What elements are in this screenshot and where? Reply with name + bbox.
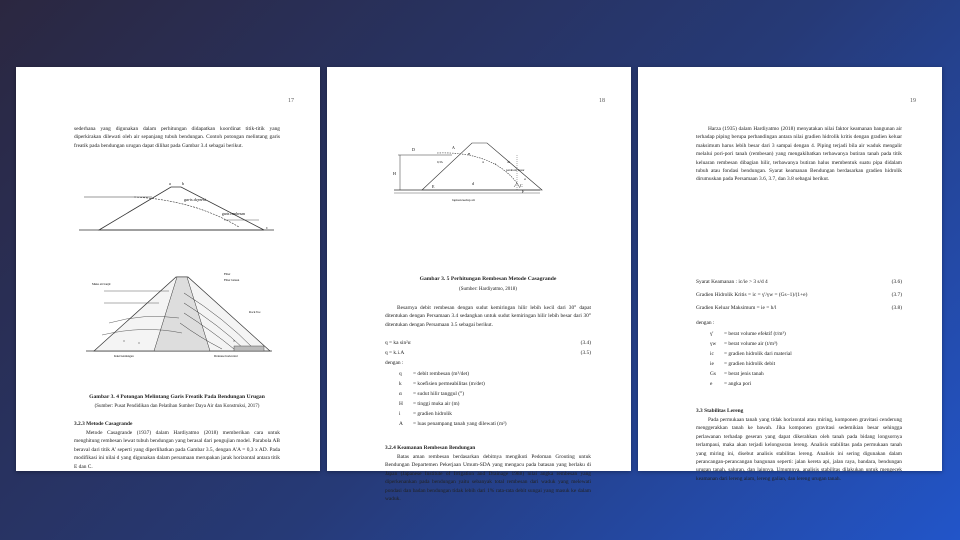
figure-source: (Sumber: Hardiyatmo, 2018) [459, 287, 517, 292]
section-heading: 3.2.4 Keamanan Rembesan Bendungan [385, 445, 476, 451]
figure-label-garis-depresi: garis depresi [184, 197, 206, 202]
intro-paragraph: Besarnya debit rembesan dengan sudut kemiringan hilir lebih kecil dari 30° dapat ditentukan dengan Persamaan 3.4 sedangkan untuk sudut kemiringan hilir lebih besar dari 30° ditentukan dengan Persamaan 3.5 sebagai berikut. [385, 305, 591, 328]
legend-item: Gs = berat jenis tanah [710, 371, 764, 377]
fig-label-alpha: α [524, 177, 526, 181]
figure-label-a: a [169, 181, 171, 186]
legend-item: γw = berat volume air (t/m³) [710, 341, 778, 347]
figure2-label-1: Muka air banjir [92, 282, 111, 286]
page-number: 17 [288, 98, 294, 104]
equation-number: (3.6) [891, 279, 902, 285]
legend-item: e = angka pori [710, 381, 752, 387]
equation-lhs: q = k.i.A [385, 350, 405, 356]
legend-item: k = koefisien permeabilitas (m/det) [399, 381, 485, 387]
figure2-label-6: Drainase horizontal [214, 354, 238, 358]
equation-number: (3.8) [891, 305, 902, 311]
variable-legend [710, 330, 900, 390]
equation-number: (3.7) [891, 292, 902, 298]
figure2-label-2: Filter [224, 272, 231, 276]
figure-source: (Sumber: Pusat Pendidikan dan Pelatihan Sumber Daya Air dan Konstruksi, 2017) [94, 404, 260, 409]
equation-lhs: q = ka sin²α [385, 340, 411, 346]
legend-item: ic = gradien hidrolik dari material [710, 351, 792, 357]
document-page-18 [327, 67, 631, 502]
fig-label-E: E [432, 184, 435, 189]
embankment-zone-figure [84, 263, 274, 359]
fig-label-d: d [472, 181, 474, 186]
dam-cross-section-figure [74, 175, 279, 235]
legend-item: A = luas penampang tanah yang dilewati (m²) [399, 421, 507, 427]
section-heading: 3.3 Stabilitas Lereng [696, 408, 744, 414]
fig-label-dl: Δl [507, 160, 510, 164]
section-heading: 3.2.3 Metode Casagrande [74, 421, 133, 427]
legend-item: γ' = berat volume efektif (t/m³) [710, 331, 786, 337]
section-paragraph: Metode Casagrande (1937) dalam Hardiyatmo (2018) memberikan cara untuk menghitung rembesan lewat tubuh bendungan yang berasal dari pengujian model. Parabola AB beraval dari titik A' seperti yang diperlihatkan pada Gambar 3.5, dengan A'A = 0,3 x AD. Pada modifikasi ini nilai d yang digunakan dalam persamaan merupakan jarak horizontal antara titik E dan C. [74, 430, 280, 470]
equation-lhs: Gradien Hidrolik Kritis = ic = γ'/γw = (Gs−1)/(1+e) [696, 292, 808, 298]
figure-label-c: c [266, 225, 268, 230]
figure-caption: Gambar 3. 5 Perhitungan Rembesan Metode Casagrande [419, 276, 557, 282]
equation-block [696, 278, 902, 312]
equation-number: (3.4) [580, 340, 591, 346]
equation-row [696, 278, 902, 286]
fig-label-l: l [495, 162, 496, 166]
figure2-label-3: Filter batuan [224, 278, 240, 282]
fig-label-H: H [393, 171, 396, 176]
fig-label-parabola: parabola dasar [506, 168, 525, 172]
fig-label-03: 0,3Δ [437, 160, 443, 164]
section-paragraph: Pada permukaan tanah yang tidak horizontal atau miring, komponen gravitasi cenderung menggerakkan tanah ke bawah. Jika komponen gravitasi sedemikian besar sehingga perlawanan terhadap geseran yang dapat dikerahkan oleh tanah pada bidang longsornya terlampaui, maka akan terjadi kelongsoran lereng. Analisis stabilitas pada permukaan tanah yang miring ini, disebut analisis stabilitas lereng. Analisis ini sering digunakan dalam perancangan-perancangan bangunan seperti: jalan kereta api, jalan raya, bandara, bendungan urugan tanah, saluran, dan lainnya. Umumnya, analisis stabilitas dilakukan untuk mengecek keamanan dari lereng alam, lereng galian, dan lereng urugan tanah. [696, 417, 902, 482]
equation-row [385, 349, 591, 357]
equation-lhs: Gradien Keluar Maksimum = ie = h/l [696, 305, 777, 311]
dengan-label: dengan : [696, 320, 715, 326]
section-paragraph: Batas aman rembesan berdasarkan debitnya mengikuti Pedoman Grouting untuk Bendungan Departemen Pekerjaan Umum-SDA yang mengacu pada batasan yang berlaku di Japan (Japanese Institute of Irrigation and Drainage 1988) nilai angka rembesan yang diperkenankan pada bendungan yaitu sebanyak total rembesan dari waduk yang melewati pondasi dan badan bendungan tidak lebih dari 1% rata-rata debit sungai yang masuk ke dalam waduk. [385, 454, 591, 502]
fig-label-lapisan: lapisan kedap air [452, 198, 475, 202]
intro-paragraph: Harza (1935) dalam Hardiyatmo (2018) menyatakan nilai faktor keamanan bangunan air terhadap piping berupa perbandingan antara nilai gradien hidrolik kritis dengan gradien keluar maksimum harus lebih besar dari 3 sampai dengan 4. Piping terjadi bila air waduk mengalir melalui pori-pori tanah (rembesan) yang mengakibatkan terbawanya butiran tanah pada titik keluaran rembesan dibagian hilir, terbawanya butiran halus membentuk suatu pipa didalam tubuh atau fondasi bendungan. Syarat keamanan Bendungan berdasarkan gradien hidrolik dirumuskan pada Persamaan 3.6, 3.7, dan 3.8 sebagai berikut. [696, 126, 902, 183]
page-number: 19 [910, 98, 916, 104]
legend-item: H = tinggi muka air (m) [399, 401, 460, 407]
document-page-19 [638, 67, 942, 482]
fig-label-delta: Δ [482, 160, 484, 164]
page-number: 18 [599, 98, 605, 104]
legend-item: i = gradien hidrolik [399, 411, 452, 417]
variable-legend [399, 370, 589, 430]
figure-label-garis-rembesan: garis rembesan [222, 212, 245, 216]
figure2-label-4: Rock Toe [249, 310, 261, 314]
equation-row [696, 304, 902, 312]
fig-label-F: F [522, 189, 525, 194]
figure2-label-5: Kaki bendungan [114, 354, 134, 358]
casagrande-figure [392, 135, 542, 205]
equation-block [385, 339, 591, 359]
figure-caption: Gambar 3. 4 Potongan Melintang Garis Freatik Pada Bendungan Urugan [89, 394, 265, 400]
fig-label-B: B [468, 152, 471, 156]
legend-item: ie = gradien hidrolik debit [710, 361, 776, 367]
equation-row [696, 291, 902, 299]
fig-label-C: C [520, 183, 523, 188]
equation-lhs: Syarat Keamanan : ic/ie > 3 s/d 4 [696, 279, 768, 285]
figure-label-b: b [182, 181, 184, 186]
document-page-17 [16, 67, 320, 471]
equation-row [385, 339, 591, 347]
legend-item: α = sudut hilir tanggul (°) [399, 391, 465, 397]
legend-item: q = debit rembesan (m³/det) [399, 371, 469, 377]
fig-label-A: A [452, 145, 455, 150]
intro-paragraph: sederhana yang digunakan dalam perhitungan didapatkan koordinat titik-titik yang diperkirakan dilewati oleh air sepanjang tubuh bendungan. Contoh potongan melintang garis freatik pada bendungan urugan dapat dilihat pada Gambar 3.4 sebagai berikut. [74, 126, 280, 149]
fig-label-D: D [412, 147, 415, 152]
dengan-label: dengan : [385, 360, 404, 366]
equation-number: (3.5) [580, 350, 591, 356]
